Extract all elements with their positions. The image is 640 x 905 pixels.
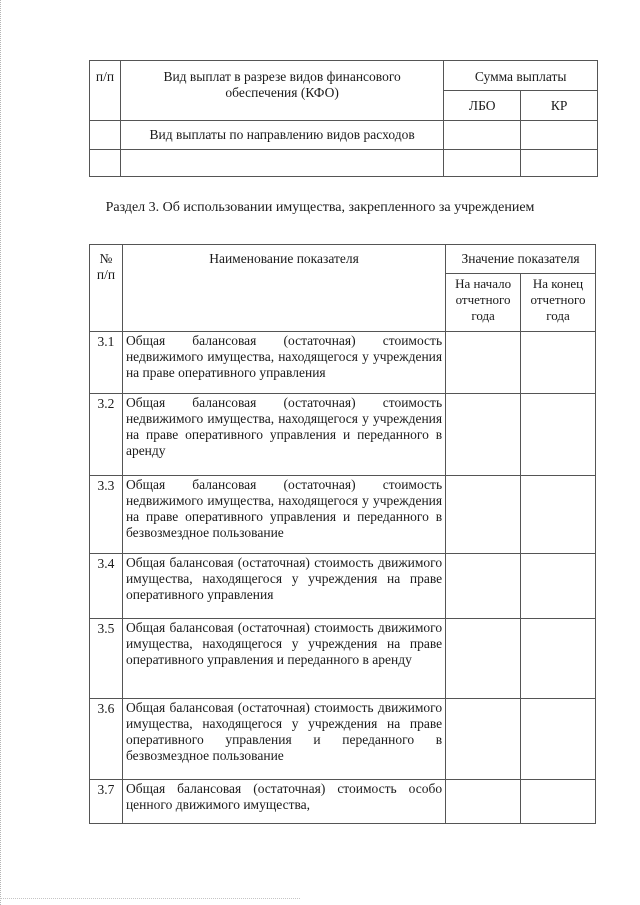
payments-table [89,60,598,177]
property-col-end: На конец отчетного года [521,274,596,332]
page-bottom-edge [0,898,300,899]
payments-col-sum: Сумма выплаты [444,61,598,91]
property-table [89,244,596,824]
property-col-name: Наименование показателя [122,245,445,332]
row-number: 3.2 [90,394,123,476]
row-value-end [521,699,596,780]
row-number: 3.1 [90,332,123,394]
row-indicator-name: Общая балансовая (остаточная) стоимость особо ценного движимого имущества, [122,780,445,824]
payments-cell-empty [521,121,598,150]
row-value-end [521,476,596,554]
row-value-end [521,554,596,619]
table-row [90,332,596,394]
payments-cell-empty [90,121,121,150]
payments-col-lbo: ЛБО [444,91,521,121]
row-indicator-name: Общая балансовая (остаточная) стоимость недвижимого имущества, находящегося у учреждения на праве оперативного управления и переданного в безвозмездное пользование [122,476,445,554]
row-number: 3.7 [90,780,123,824]
row-number: 3.5 [90,619,123,699]
payments-cell-empty [120,150,443,177]
payments-cell-empty [444,121,521,150]
row-value-start [446,699,521,780]
row-number: 3.3 [90,476,123,554]
row-number: 3.6 [90,699,123,780]
payments-col-num: п/п [90,61,121,121]
row-value-end [521,332,596,394]
payments-col-kr: КР [521,91,598,121]
payments-cell-empty [444,150,521,177]
row-value-end [521,780,596,824]
table-row [90,554,596,619]
payments-row-direction: Вид выплаты по направлению видов расходов [120,121,443,150]
row-value-start [446,780,521,824]
table-row [90,476,596,554]
row-value-start [446,394,521,476]
row-indicator-name: Общая балансовая (остаточная) стоимость движимого имущества, находящегося у учреждения на праве оперативного управления и переданного в аренду [122,619,445,699]
row-indicator-name: Общая балансовая (остаточная) стоимость недвижимого имущества, находящегося у учреждения на праве оперативного управления [122,332,445,394]
property-col-value: Значение показателя [446,245,596,274]
table-row [90,394,596,476]
row-value-start [446,554,521,619]
row-value-end [521,394,596,476]
page-left-edge [0,0,4,905]
section-title: Раздел 3. Об использовании имущества, закрепленного за учреждением [105,200,535,215]
row-value-start [446,332,521,394]
row-indicator-name: Общая балансовая (остаточная) стоимость движимого имущества, находящегося у учреждения на праве оперативного управления [122,554,445,619]
table-row [90,699,596,780]
row-value-start [446,476,521,554]
row-indicator-name: Общая балансовая (остаточная) стоимость движимого имущества, находящегося у учреждения на праве оперативного управления и переданного в безвозмездное пользование [122,699,445,780]
row-value-start [446,619,521,699]
property-col-start: На начало отчетного года [446,274,521,332]
row-number: 3.4 [90,554,123,619]
payments-col-type: Вид выплат в разрезе видов финансового обеспечения (КФО) [120,61,443,121]
property-col-num: № п/п [90,245,123,332]
payments-cell-empty [521,150,598,177]
row-indicator-name: Общая балансовая (остаточная) стоимость недвижимого имущества, находящегося у учреждения на праве оперативного управления и переданного в аренду [122,394,445,476]
table-row [90,619,596,699]
payments-cell-empty [90,150,121,177]
row-value-end [521,619,596,699]
table-row [90,780,596,824]
